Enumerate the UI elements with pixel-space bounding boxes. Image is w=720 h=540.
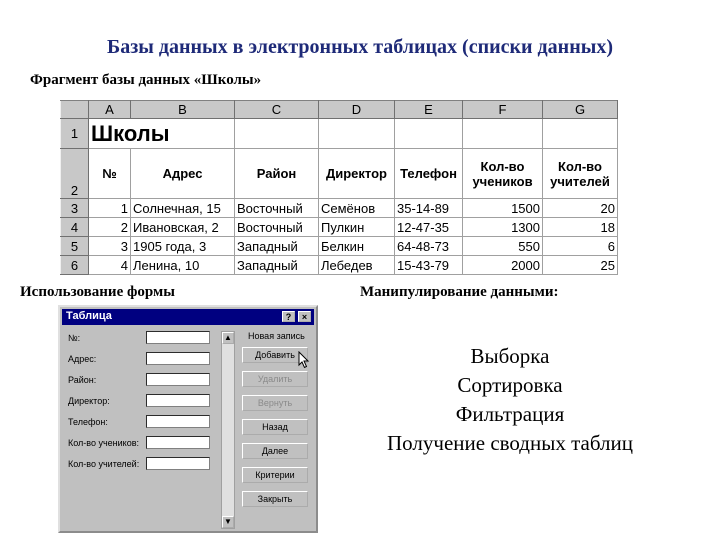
- number-field[interactable]: [146, 331, 210, 344]
- cell[interactable]: Белкин: [319, 237, 395, 256]
- previous-button[interactable]: Назад: [242, 419, 308, 435]
- header-cell-phone[interactable]: Телефон: [395, 149, 463, 199]
- data-form-dialog: [58, 305, 318, 533]
- cell[interactable]: 2: [89, 218, 131, 237]
- operation-pivot-tables: Получение сводных таблиц: [387, 431, 633, 455]
- cell[interactable]: [463, 119, 543, 149]
- column-header[interactable]: C: [235, 101, 319, 119]
- cell[interactable]: [543, 119, 618, 149]
- forms-caption: Использование формы: [20, 284, 175, 300]
- field-label-teachers: Кол-во учителей:: [68, 459, 140, 469]
- district-field[interactable]: [146, 373, 210, 386]
- scroll-down-button[interactable]: ▼: [222, 516, 234, 528]
- column-header[interactable]: G: [543, 101, 618, 119]
- header-cell-district[interactable]: Район: [235, 149, 319, 199]
- cell[interactable]: 6: [543, 237, 618, 256]
- header-cell-number[interactable]: №: [89, 149, 131, 199]
- delete-button[interactable]: Удалить: [242, 371, 308, 387]
- cell[interactable]: 12-47-35: [395, 218, 463, 237]
- header-cell-address[interactable]: Адрес: [131, 149, 235, 199]
- row-header[interactable]: 2: [61, 149, 89, 199]
- add-button[interactable]: Добавить: [242, 347, 308, 363]
- scroll-up-button[interactable]: ▲: [222, 332, 234, 344]
- dialog-title: Таблица: [66, 310, 112, 322]
- cell[interactable]: 64-48-73: [395, 237, 463, 256]
- fragment-caption: Фрагмент базы данных «Школы»: [30, 72, 262, 88]
- help-button[interactable]: ?: [282, 311, 295, 322]
- cell[interactable]: Восточный: [235, 218, 319, 237]
- cell[interactable]: 550: [463, 237, 543, 256]
- operations-list: [360, 342, 660, 458]
- cell[interactable]: [319, 119, 395, 149]
- field-label-address: Адрес:: [68, 354, 97, 364]
- next-button[interactable]: Далее: [242, 443, 308, 459]
- cell[interactable]: 20: [543, 199, 618, 218]
- criteria-button[interactable]: Критерии: [242, 467, 308, 483]
- cell[interactable]: 15-43-79: [395, 256, 463, 275]
- cell[interactable]: 35-14-89: [395, 199, 463, 218]
- header-cell-teachers[interactable]: Кол-во учителей: [543, 149, 618, 199]
- field-label-students: Кол-во учеников:: [68, 438, 140, 448]
- mouse-pointer-icon: [298, 351, 310, 369]
- operation-filtering: Фильтрация: [455, 402, 565, 426]
- cell[interactable]: Семёнов: [319, 199, 395, 218]
- field-label-number: №:: [68, 333, 81, 343]
- column-header[interactable]: B: [131, 101, 235, 119]
- manipulation-caption: Манипулирование данными:: [360, 284, 559, 300]
- cell[interactable]: 1300: [463, 218, 543, 237]
- operation-sorting: Сортировка: [457, 373, 563, 397]
- row-header[interactable]: 1: [61, 119, 89, 149]
- header-cell-director[interactable]: Директор: [319, 149, 395, 199]
- close-window-button[interactable]: ×: [298, 311, 311, 322]
- cell[interactable]: [395, 119, 463, 149]
- students-field[interactable]: [146, 436, 210, 449]
- row-header[interactable]: 6: [61, 256, 89, 275]
- cell[interactable]: 1905 года, 3: [131, 237, 235, 256]
- cell[interactable]: Ивановская, 2: [131, 218, 235, 237]
- address-field[interactable]: [146, 352, 210, 365]
- row-header[interactable]: 4: [61, 218, 89, 237]
- cell[interactable]: Западный: [235, 256, 319, 275]
- field-label-director: Директор:: [68, 396, 110, 406]
- phone-field[interactable]: [146, 415, 210, 428]
- cell[interactable]: Лебедев: [319, 256, 395, 275]
- page-title: Базы данных в электронных таблицах (списки данных): [107, 36, 613, 58]
- record-scrollbar[interactable]: [221, 331, 235, 529]
- cell[interactable]: Западный: [235, 237, 319, 256]
- row-header[interactable]: 5: [61, 237, 89, 256]
- field-label-phone: Телефон:: [68, 417, 108, 427]
- cell[interactable]: 3: [89, 237, 131, 256]
- cell[interactable]: Солнечная, 15: [131, 199, 235, 218]
- header-cell-students[interactable]: Кол-во учеников: [463, 149, 543, 199]
- column-header[interactable]: E: [395, 101, 463, 119]
- column-header[interactable]: A: [89, 101, 131, 119]
- cell[interactable]: Ленина, 10: [131, 256, 235, 275]
- cell[interactable]: 1: [89, 199, 131, 218]
- row-header[interactable]: 3: [61, 199, 89, 218]
- cell[interactable]: 1500: [463, 199, 543, 218]
- teachers-field[interactable]: [146, 457, 210, 470]
- dialog-titlebar[interactable]: [62, 309, 314, 325]
- cell[interactable]: 2000: [463, 256, 543, 275]
- field-label-district: Район:: [68, 375, 97, 385]
- cell[interactable]: 25: [543, 256, 618, 275]
- cell[interactable]: 18: [543, 218, 618, 237]
- new-record-label: Новая запись: [248, 331, 305, 341]
- cell[interactable]: [235, 119, 319, 149]
- column-header[interactable]: F: [463, 101, 543, 119]
- sheet-title-cell[interactable]: Школы: [89, 119, 235, 149]
- cell[interactable]: Пулкин: [319, 218, 395, 237]
- cell[interactable]: 4: [89, 256, 131, 275]
- restore-button[interactable]: Вернуть: [242, 395, 308, 411]
- column-header[interactable]: D: [319, 101, 395, 119]
- select-all-corner[interactable]: [61, 101, 89, 119]
- spreadsheet-fragment: [60, 100, 618, 275]
- cell[interactable]: Восточный: [235, 199, 319, 218]
- director-field[interactable]: [146, 394, 210, 407]
- operation-selection: Выборка: [470, 344, 550, 368]
- close-button[interactable]: Закрыть: [242, 491, 308, 507]
